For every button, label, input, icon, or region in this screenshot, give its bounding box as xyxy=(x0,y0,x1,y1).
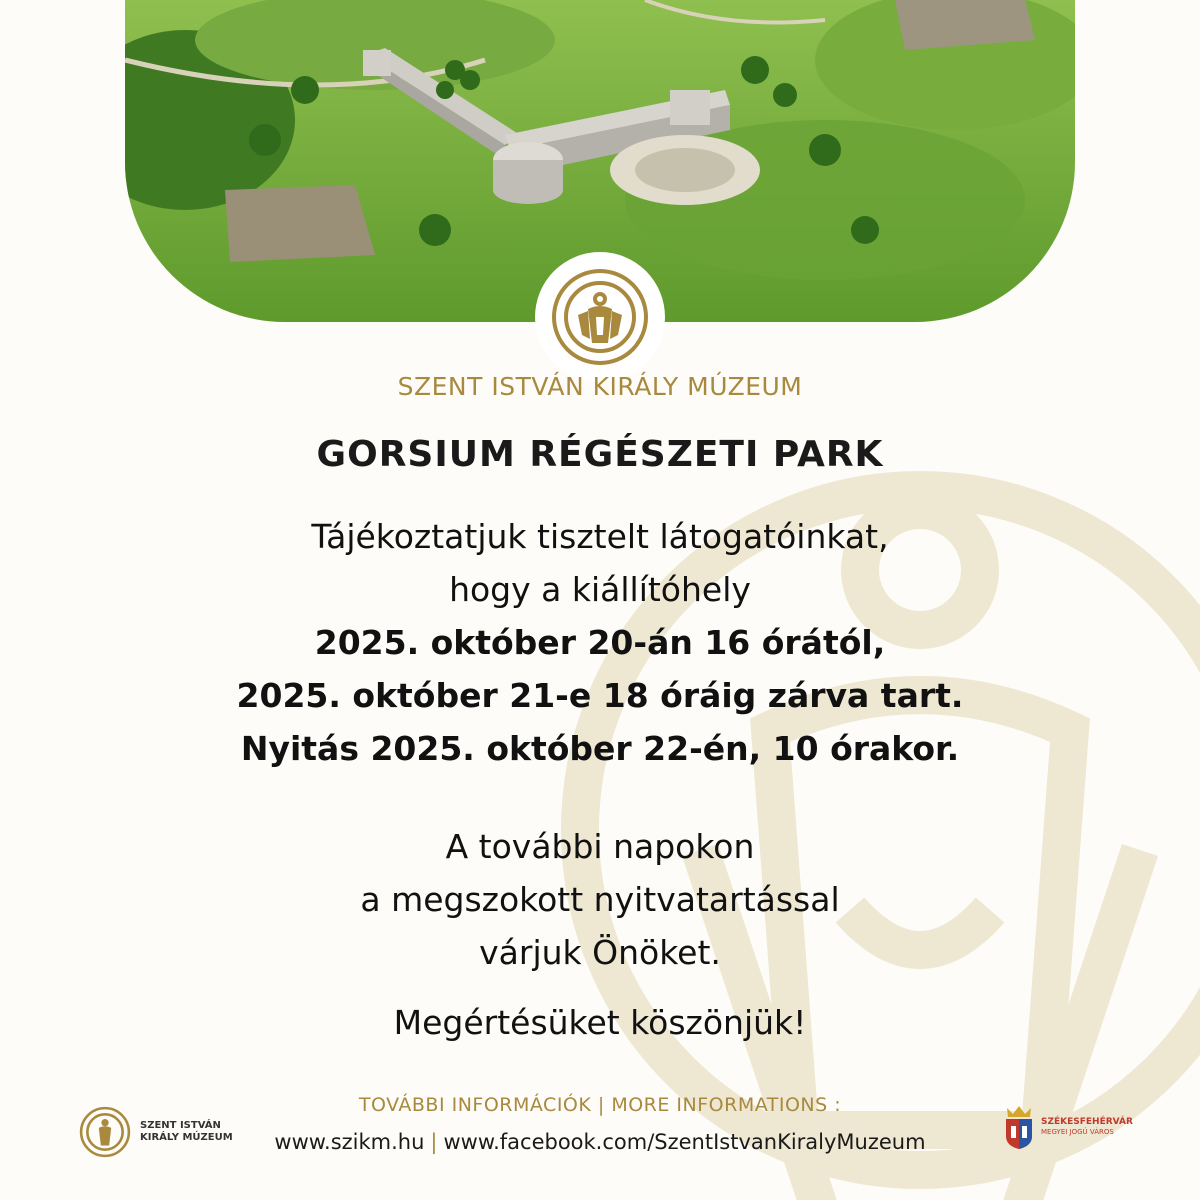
link-separator: | xyxy=(430,1130,438,1154)
right-logo-line-1: SZÉKESFEHÉRVÁR xyxy=(1041,1117,1133,1127)
right-logo-line-2: MEGYEI JOGÚ VÁROS xyxy=(1041,1128,1114,1136)
park-title: GORSIUM RÉGÉSZETI PARK xyxy=(316,434,884,475)
notice-line-2: hogy a kiállítóhely xyxy=(449,570,751,609)
facebook-link[interactable]: www.facebook.com/SzentIstvanKiralyMuzeum xyxy=(443,1130,926,1154)
more-line-1: A további napokon xyxy=(445,827,755,866)
more-line-2: a megszokott nyitvatartással xyxy=(360,880,840,919)
thanks-message: Megértésüket köszönjük! xyxy=(393,1003,807,1042)
museum-footer-logo xyxy=(78,1105,233,1159)
museum-name: SZENT ISTVÁN KIRÁLY MÚZEUM xyxy=(397,372,803,401)
museum-emblem-icon xyxy=(535,252,665,382)
museum-emblem-small-icon xyxy=(78,1105,132,1159)
notice-closure-end: 2025. október 21-e 18 óráig zárva tart. xyxy=(236,676,964,715)
more-line-3: várjuk Önöket. xyxy=(479,933,721,972)
regular-hours-notice xyxy=(0,820,1200,979)
city-coat-of-arms-icon xyxy=(1003,1104,1035,1150)
notice-closure-start: 2025. október 20-án 16 órától, xyxy=(314,623,886,662)
left-logo-line-2: KIRÁLY MÚZEUM xyxy=(140,1132,233,1143)
left-logo-line-1: SZENT ISTVÁN xyxy=(140,1120,221,1131)
notice-line-1: Tájékoztatjuk tisztelt látogatóinkat, xyxy=(311,517,889,556)
more-info-label: TOVÁBBI INFORMÁCIÓK | MORE INFORMATIONS : xyxy=(358,1094,842,1116)
closure-notice xyxy=(0,510,1200,775)
notice-reopening: Nyitás 2025. október 22-én, 10 órakor. xyxy=(240,729,960,768)
website-link[interactable]: www.szikm.hu xyxy=(274,1130,425,1154)
city-footer-logo xyxy=(1003,1104,1133,1150)
